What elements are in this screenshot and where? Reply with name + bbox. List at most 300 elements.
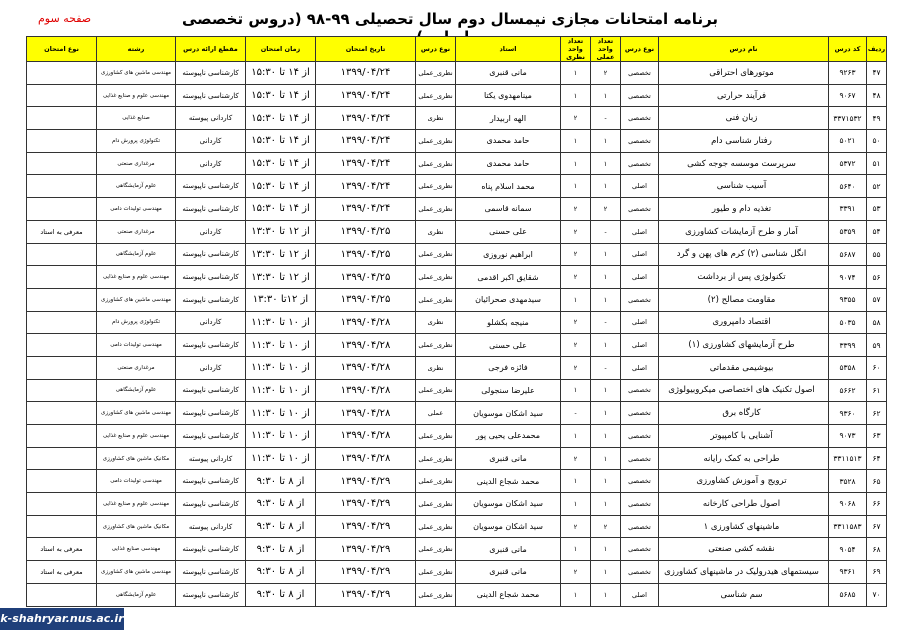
table-row xyxy=(27,493,887,516)
page-title: برنامه امتحانات مجازی نیمسال دوم سال تحصیلی ۹۹-۹۸ (دروس تخصصی xyxy=(181,10,719,28)
exam-type-cell xyxy=(27,175,97,198)
unit-type-cell: نظری_عملی xyxy=(416,379,456,402)
unit-type-cell: نظری_عملی xyxy=(416,288,456,311)
unit-type-cell: نظری_عملی xyxy=(416,515,456,538)
unit-type-cell: نظری_عملی xyxy=(416,152,456,175)
course-code-cell: ۵۳۵۸ xyxy=(829,356,867,379)
theory-units-cell: ۱ xyxy=(561,62,591,85)
practical-units-cell: ۱ xyxy=(591,470,621,493)
exam-type-cell xyxy=(27,470,97,493)
header-course-type: نوع درس xyxy=(621,37,659,62)
header-course-code: کد درس xyxy=(829,37,867,62)
exam-time-cell: از ۸ تا ۹:۳۰ xyxy=(246,515,316,538)
exam-time-cell: از ۱۲تا ۱۳:۳۰ xyxy=(246,288,316,311)
exam-time-cell: از ۸ تا ۹:۳۰ xyxy=(246,561,316,584)
course-code-cell: ۵۳۷۲ xyxy=(829,152,867,175)
practical-units-cell: ۱ xyxy=(591,266,621,289)
exam-date-cell: ۱۳۹۹/۰۴/۲۸ xyxy=(316,334,416,357)
course-name-cell: اصول تکنیک های اختصاصی میکروبیولوژی xyxy=(659,379,829,402)
exam-date-cell: ۱۳۹۹/۰۴/۲۸ xyxy=(316,379,416,402)
row-number-cell: ۶۸ xyxy=(867,538,887,561)
course-name-cell: فرآیند حرارتی xyxy=(659,84,829,107)
theory-units-cell: ۲ xyxy=(561,311,591,334)
unit-type-cell: نظری_عملی xyxy=(416,583,456,606)
header-unit-type: نوع درس xyxy=(416,37,456,62)
exam-type-cell xyxy=(27,152,97,175)
course-name-cell: بیوشیمی مقدماتی xyxy=(659,356,829,379)
course-name-cell: سم شناسی xyxy=(659,583,829,606)
course-type-cell: تخصصی xyxy=(621,425,659,448)
course-type-cell: تخصصی xyxy=(621,130,659,153)
practical-units-cell: - xyxy=(591,220,621,243)
header-teacher: استاد xyxy=(456,37,561,62)
teacher-cell: علی حسنی xyxy=(456,220,561,243)
course-type-cell: تخصصی xyxy=(621,84,659,107)
header-exam-time: زمان امتحان xyxy=(246,37,316,62)
exam-type-cell xyxy=(27,583,97,606)
major-cell: مرغداری صنعتی xyxy=(97,356,176,379)
teacher-cell: سید اشکان موسویان xyxy=(456,493,561,516)
table-row xyxy=(27,561,887,584)
exam-date-cell: ۱۳۹۹/۰۴/۲۴ xyxy=(316,107,416,130)
course-name-cell: رفتار شناسی دام xyxy=(659,130,829,153)
major-cell: علوم آزمایشگاهی xyxy=(97,175,176,198)
exam-time-cell: از ۱۴ تا ۱۵:۳۰ xyxy=(246,130,316,153)
major-cell: علوم آزمایشگاهی xyxy=(97,243,176,266)
exam-date-cell: ۱۳۹۹/۰۴/۲۴ xyxy=(316,84,416,107)
course-code-cell: ۳۳۱۱۵۸۳ xyxy=(829,515,867,538)
table-row xyxy=(27,152,887,175)
major-cell: تکنولوژی پرورش دام xyxy=(97,130,176,153)
row-number-cell: ۵۷ xyxy=(867,288,887,311)
theory-units-cell: ۱ xyxy=(561,288,591,311)
table-row xyxy=(27,379,887,402)
table-row xyxy=(27,538,887,561)
course-type-cell: اصلی xyxy=(621,266,659,289)
practical-units-cell: ۱ xyxy=(591,243,621,266)
course-type-cell: اصلی xyxy=(621,583,659,606)
exam-date-cell: ۱۳۹۹/۰۴/۲۸ xyxy=(316,447,416,470)
level-cell: کارشناسی ناپیوسته xyxy=(176,402,246,425)
level-cell: کارشناسی ناپیوسته xyxy=(176,583,246,606)
row-number-cell: ۵۳ xyxy=(867,198,887,221)
exam-date-cell: ۱۳۹۹/۰۴/۲۵ xyxy=(316,220,416,243)
level-cell: کارشناسی ناپیوسته xyxy=(176,175,246,198)
course-type-cell: تخصصی xyxy=(621,561,659,584)
course-code-cell: ۵۶۴۰ xyxy=(829,175,867,198)
practical-units-cell: ۱ xyxy=(591,379,621,402)
course-code-cell: ۵۰۲۱ xyxy=(829,130,867,153)
course-name-cell: آمار و طرح آزمایشات کشاورزی xyxy=(659,220,829,243)
course-type-cell: تخصصی xyxy=(621,493,659,516)
table-row xyxy=(27,334,887,357)
exam-time-cell: از ۱۰ تا ۱۱:۳۰ xyxy=(246,334,316,357)
course-type-cell: اصلی xyxy=(621,243,659,266)
exam-date-cell: ۱۳۹۹/۰۴/۲۸ xyxy=(316,425,416,448)
exam-time-cell: از ۱۴ تا ۱۵:۳۰ xyxy=(246,198,316,221)
teacher-cell: محمد شجاع الدینی xyxy=(456,470,561,493)
exam-type-cell xyxy=(27,107,97,130)
row-number-cell: ۶۱ xyxy=(867,379,887,402)
teacher-cell: فائزه فرجی xyxy=(456,356,561,379)
row-number-cell: ۵۲ xyxy=(867,175,887,198)
exam-time-cell: از ۸ تا ۹:۳۰ xyxy=(246,583,316,606)
exam-date-cell: ۱۳۹۹/۰۴/۲۴ xyxy=(316,152,416,175)
theory-units-cell: ۲ xyxy=(561,266,591,289)
teacher-cell: الهه اربیدار xyxy=(456,107,561,130)
practical-units-cell: ۱ xyxy=(591,561,621,584)
exam-type-cell xyxy=(27,130,97,153)
course-name-cell: طراحی به کمک رایانه xyxy=(659,447,829,470)
level-cell: کارشناسی ناپیوسته xyxy=(176,561,246,584)
teacher-cell: سید اشکان موسویان xyxy=(456,515,561,538)
course-name-cell: آشنایی با کامپیوتر xyxy=(659,425,829,448)
course-name-cell: اصول طراحی کارخانه xyxy=(659,493,829,516)
exam-time-cell: از ۱۰ تا ۱۱:۳۰ xyxy=(246,311,316,334)
exam-type-cell xyxy=(27,288,97,311)
course-type-cell: تخصصی xyxy=(621,470,659,493)
course-code-cell: ۳۳۷۱۵۳۲ xyxy=(829,107,867,130)
course-code-cell: ۹۰۷۳ xyxy=(829,425,867,448)
course-type-cell: اصلی xyxy=(621,356,659,379)
exam-date-cell: ۱۳۹۹/۰۴/۲۹ xyxy=(316,538,416,561)
exam-type-cell xyxy=(27,356,97,379)
level-cell: کاردانی xyxy=(176,130,246,153)
course-type-cell: تخصصی xyxy=(621,152,659,175)
course-name-cell: ترویج و آموزش کشاورزی xyxy=(659,470,829,493)
course-code-cell: ۵۶۸۷ xyxy=(829,243,867,266)
theory-units-cell: ۲ xyxy=(561,107,591,130)
unit-type-cell: نظری_عملی xyxy=(416,266,456,289)
exam-type-cell xyxy=(27,62,97,85)
major-cell: مهندسی تولیدات دامی xyxy=(97,470,176,493)
teacher-cell: شقایق اکبر اقدمی xyxy=(456,266,561,289)
exam-time-cell: از ۱۲ تا ۱۳:۳۰ xyxy=(246,243,316,266)
row-number-cell: ۴۸ xyxy=(867,84,887,107)
course-code-cell: ۳۳۹۱ xyxy=(829,198,867,221)
level-cell: کاردانی پیوسته xyxy=(176,447,246,470)
theory-units-cell: ۲ xyxy=(561,243,591,266)
theory-units-cell: ۱ xyxy=(561,583,591,606)
practical-units-cell: - xyxy=(591,311,621,334)
major-cell: مهندسی تولیدات دامی xyxy=(97,334,176,357)
unit-type-cell: نظری_عملی xyxy=(416,538,456,561)
exam-time-cell: از ۱۴ تا ۱۵:۳۰ xyxy=(246,107,316,130)
unit-type-cell: نظری_عملی xyxy=(416,447,456,470)
table-row xyxy=(27,311,887,334)
exam-time-cell: از ۱۴ تا ۱۵:۳۰ xyxy=(246,175,316,198)
exam-type-cell xyxy=(27,311,97,334)
course-name-cell: سرپرست موسسه جوجه کشی xyxy=(659,152,829,175)
course-name-cell: طرح آزمایشهای کشاورزی (۱) xyxy=(659,334,829,357)
course-type-cell: اصلی xyxy=(621,175,659,198)
theory-units-cell: ۲ xyxy=(561,198,591,221)
unit-type-cell: نظری_عملی xyxy=(416,62,456,85)
major-cell: مرغداری صنعتی xyxy=(97,220,176,243)
major-cell: مرغداری صنعتی xyxy=(97,152,176,175)
unit-type-cell: نظری_عملی xyxy=(416,493,456,516)
practical-units-cell: - xyxy=(591,356,621,379)
exam-time-cell: از ۱۲ تا ۱۳:۳۰ xyxy=(246,266,316,289)
header-practical-units: تعداد واحد عملی xyxy=(591,37,621,62)
teacher-cell: علیرضا سنجولی xyxy=(456,379,561,402)
teacher-cell: سید اشکان موسویان xyxy=(456,402,561,425)
exam-type-cell: معرفی به استاد xyxy=(27,561,97,584)
exam-schedule-table xyxy=(26,36,887,607)
course-code-cell: ۵۳۵۹ xyxy=(829,220,867,243)
unit-type-cell: نظری_عملی xyxy=(416,425,456,448)
header-major: رشته xyxy=(97,37,176,62)
exam-time-cell: از ۱۲ تا ۱۳:۳۰ xyxy=(246,220,316,243)
exam-date-cell: ۱۳۹۹/۰۴/۲۴ xyxy=(316,198,416,221)
exam-time-cell: از ۱۴ تا ۱۵:۳۰ xyxy=(246,152,316,175)
table-row xyxy=(27,515,887,538)
exam-type-cell xyxy=(27,425,97,448)
row-number-cell: ۶۲ xyxy=(867,402,887,425)
exam-time-cell: از ۸ تا ۹:۳۰ xyxy=(246,493,316,516)
course-name-cell: سیستمهای هیدرولیک در ماشینهای کشاورزی xyxy=(659,561,829,584)
exam-type-cell xyxy=(27,379,97,402)
unit-type-cell: نظری_عملی xyxy=(416,175,456,198)
exam-time-cell: از ۱۰ تا ۱۱:۳۰ xyxy=(246,447,316,470)
course-name-cell: کارگاه برق xyxy=(659,402,829,425)
exam-type-cell xyxy=(27,515,97,538)
practical-units-cell: ۱ xyxy=(591,493,621,516)
teacher-cell: مانی قنبری xyxy=(456,561,561,584)
table-row xyxy=(27,356,887,379)
course-code-cell: ۳۵۲۸ xyxy=(829,470,867,493)
exam-type-cell xyxy=(27,447,97,470)
level-cell: کاردانی پیوسته xyxy=(176,515,246,538)
course-name-cell: تغذیه دام و طیور xyxy=(659,198,829,221)
course-name-cell: انگل شناسی (۲) کرم های پهن و گرد xyxy=(659,243,829,266)
unit-type-cell: نظری_عملی xyxy=(416,84,456,107)
level-cell: کارشناسی ناپیوسته xyxy=(176,62,246,85)
theory-units-cell: ۱ xyxy=(561,493,591,516)
teacher-cell: منیجه بکشلو xyxy=(456,311,561,334)
exam-time-cell: از ۱۰ تا ۱۱:۳۰ xyxy=(246,379,316,402)
level-cell: کارشناسی ناپیوسته xyxy=(176,538,246,561)
table-body xyxy=(27,62,887,607)
practical-units-cell: ۱ xyxy=(591,288,621,311)
theory-units-cell: ۲ xyxy=(561,561,591,584)
teacher-cell: حامد محمدی xyxy=(456,130,561,153)
major-cell: مکانیک ماشین های کشاورزی xyxy=(97,515,176,538)
practical-units-cell: ۱ xyxy=(591,583,621,606)
row-number-cell: ۶۶ xyxy=(867,493,887,516)
header-exam-date: تاریخ امتحان xyxy=(316,37,416,62)
practical-units-cell: ۱ xyxy=(591,538,621,561)
level-cell: کارشناسی ناپیوسته xyxy=(176,198,246,221)
exam-date-cell: ۱۳۹۹/۰۴/۲۴ xyxy=(316,62,416,85)
exam-type-cell xyxy=(27,493,97,516)
major-cell: مهندسی علوم و صنایع غذایی xyxy=(97,493,176,516)
practical-units-cell: ۱ xyxy=(591,152,621,175)
major-cell: مهندسی علوم و صنایع غذایی xyxy=(97,425,176,448)
theory-units-cell: ۱ xyxy=(561,130,591,153)
major-cell: مکانیک ماشین های کشاورزی xyxy=(97,447,176,470)
unit-type-cell: نظری_عملی xyxy=(416,130,456,153)
practical-units-cell: ۱ xyxy=(591,175,621,198)
table-row xyxy=(27,62,887,85)
course-type-cell: اصلی xyxy=(621,311,659,334)
exam-time-cell: از ۱۰ تا ۱۱:۳۰ xyxy=(246,425,316,448)
theory-units-cell: ۱ xyxy=(561,175,591,198)
practical-units-cell: ۱ xyxy=(591,425,621,448)
major-cell: مهندسی صنایع غذایی xyxy=(97,538,176,561)
practical-units-cell: ۲ xyxy=(591,515,621,538)
table-row xyxy=(27,130,887,153)
level-cell: کارشناسی ناپیوسته xyxy=(176,243,246,266)
course-type-cell: تخصصی xyxy=(621,402,659,425)
row-number-cell: ۵۴ xyxy=(867,220,887,243)
course-type-cell: تخصصی xyxy=(621,447,659,470)
row-number-cell: ۵۰ xyxy=(867,130,887,153)
exam-type-cell xyxy=(27,84,97,107)
teacher-cell: حامد محمدی xyxy=(456,152,561,175)
theory-units-cell: ۱ xyxy=(561,425,591,448)
unit-type-cell: نظری xyxy=(416,107,456,130)
teacher-cell: مانی قنبری xyxy=(456,62,561,85)
exam-type-cell: معرفی به استاد xyxy=(27,538,97,561)
theory-units-cell: - xyxy=(561,402,591,425)
row-number-cell: ۵۶ xyxy=(867,266,887,289)
table-row xyxy=(27,198,887,221)
level-cell: کاردانی xyxy=(176,152,246,175)
exam-type-cell xyxy=(27,198,97,221)
course-name-cell: آسیب شناسی xyxy=(659,175,829,198)
exam-date-cell: ۱۳۹۹/۰۴/۲۹ xyxy=(316,470,416,493)
level-cell: کارشناسی ناپیوسته xyxy=(176,379,246,402)
unit-type-cell: نظری xyxy=(416,356,456,379)
exam-time-cell: از ۱۰ تا ۱۱:۳۰ xyxy=(246,402,316,425)
course-code-cell: ۹۳۵۵ xyxy=(829,288,867,311)
major-cell: علوم آزمایشگاهی xyxy=(97,379,176,402)
level-cell: کاردانی xyxy=(176,311,246,334)
exam-time-cell: از ۱۴ تا ۱۵:۳۰ xyxy=(246,62,316,85)
teacher-cell: علی حسنی xyxy=(456,334,561,357)
course-code-cell: ۹۰۶۷ xyxy=(829,84,867,107)
major-cell: مهندسی ماشین های کشاورزی xyxy=(97,402,176,425)
practical-units-cell: ۱ xyxy=(591,447,621,470)
course-type-cell: اصلی xyxy=(621,220,659,243)
practical-units-cell: ۲ xyxy=(591,198,621,221)
level-cell: کارشناسی ناپیوسته xyxy=(176,425,246,448)
exam-time-cell: از ۸ تا ۹:۳۰ xyxy=(246,470,316,493)
table-row xyxy=(27,107,887,130)
header-theory-units: تعداد واحد نظری xyxy=(561,37,591,62)
course-code-cell: ۳۳۱۱۵۱۳ xyxy=(829,447,867,470)
theory-units-cell: ۱ xyxy=(561,470,591,493)
table-row xyxy=(27,447,887,470)
header-row xyxy=(27,37,887,62)
course-name-cell: ماشینهای کشاورزی ۱ xyxy=(659,515,829,538)
teacher-cell: مانی قنبری xyxy=(456,538,561,561)
level-cell: کارشناسی ناپیوسته xyxy=(176,266,246,289)
major-cell: مهندسی ماشین های کشاورزی xyxy=(97,62,176,85)
unit-type-cell: نظری_عملی xyxy=(416,470,456,493)
teacher-cell: سمانه قاسمی xyxy=(456,198,561,221)
major-cell: تکنولوژی پرورش دام xyxy=(97,311,176,334)
exam-type-cell xyxy=(27,334,97,357)
row-number-cell: ۶۵ xyxy=(867,470,887,493)
table-row xyxy=(27,220,887,243)
unit-type-cell: نظری_عملی xyxy=(416,561,456,584)
teacher-cell: مینامهدوی یکتا xyxy=(456,84,561,107)
level-cell: کارشناسی ناپیوسته xyxy=(176,288,246,311)
course-name-cell: تکنولوژی پس از برداشت xyxy=(659,266,829,289)
theory-units-cell: ۲ xyxy=(561,515,591,538)
table-row xyxy=(27,402,887,425)
course-type-cell: تخصصی xyxy=(621,379,659,402)
teacher-cell: محمدعلی یحیی پور xyxy=(456,425,561,448)
teacher-cell: محمد شجاع الدینی xyxy=(456,583,561,606)
table-row xyxy=(27,425,887,448)
course-code-cell: ۹۲۶۳ xyxy=(829,62,867,85)
exam-date-cell: ۱۳۹۹/۰۴/۲۵ xyxy=(316,288,416,311)
unit-type-cell: نظری_عملی xyxy=(416,198,456,221)
theory-units-cell: ۲ xyxy=(561,220,591,243)
exam-date-cell: ۱۳۹۹/۰۴/۲۹ xyxy=(316,493,416,516)
course-name-cell: نقشه کشی صنعتی xyxy=(659,538,829,561)
teacher-cell: ابراهیم نوروزی xyxy=(456,243,561,266)
level-cell: کارشناسی ناپیوسته xyxy=(176,493,246,516)
course-type-cell: تخصصی xyxy=(621,288,659,311)
header-exam-type: نوع امتحان xyxy=(27,37,97,62)
course-type-cell: تخصصی xyxy=(621,515,659,538)
practical-units-cell: ۱ xyxy=(591,402,621,425)
exam-date-cell: ۱۳۹۹/۰۴/۲۵ xyxy=(316,243,416,266)
exam-time-cell: از ۱۰ تا ۱۱:۳۰ xyxy=(246,356,316,379)
course-code-cell: ۹۳۶۰ xyxy=(829,402,867,425)
table-row xyxy=(27,583,887,606)
course-name-cell: زبان فنی xyxy=(659,107,829,130)
table-row xyxy=(27,84,887,107)
row-number-cell: ۴۹ xyxy=(867,107,887,130)
exam-date-cell: ۱۳۹۹/۰۴/۲۴ xyxy=(316,175,416,198)
exam-date-cell: ۱۳۹۹/۰۴/۲۸ xyxy=(316,402,416,425)
course-code-cell: ۵۶۸۵ xyxy=(829,583,867,606)
row-number-cell: ۶۹ xyxy=(867,561,887,584)
unit-type-cell: نظری_عملی xyxy=(416,334,456,357)
course-name-cell: موتورهای احتراقی xyxy=(659,62,829,85)
row-number-cell: ۵۹ xyxy=(867,334,887,357)
theory-units-cell: ۲ xyxy=(561,356,591,379)
row-number-cell: ۵۱ xyxy=(867,152,887,175)
exam-date-cell: ۱۳۹۹/۰۴/۲۹ xyxy=(316,515,416,538)
page-number-label: صفحه سوم xyxy=(38,12,92,25)
theory-units-cell: ۱ xyxy=(561,84,591,107)
theory-units-cell: ۱ xyxy=(561,152,591,175)
major-cell: مهندسی ماشین های کشاورزی xyxy=(97,561,176,584)
level-cell: کارشناسی ناپیوسته xyxy=(176,84,246,107)
course-code-cell: ۹۰۷۴ xyxy=(829,266,867,289)
table-row xyxy=(27,288,887,311)
exam-date-cell: ۱۳۹۹/۰۴/۲۴ xyxy=(316,130,416,153)
exam-type-cell xyxy=(27,402,97,425)
course-code-cell: ۵۶۶۲ xyxy=(829,379,867,402)
level-cell: کاردانی xyxy=(176,356,246,379)
header-row-number: ردیف xyxy=(867,37,887,62)
exam-type-cell: معرفی به استاد xyxy=(27,220,97,243)
exam-date-cell: ۱۳۹۹/۰۴/۲۹ xyxy=(316,583,416,606)
course-code-cell: ۵۰۳۵ xyxy=(829,311,867,334)
exam-time-cell: از ۱۴ تا ۱۵:۳۰ xyxy=(246,84,316,107)
level-cell: کاردانی پیوسته xyxy=(176,107,246,130)
major-cell: مهندسی علوم و صنایع غذایی xyxy=(97,84,176,107)
course-name-cell: مقاومت مصالح (۲) xyxy=(659,288,829,311)
unit-type-cell: نظری xyxy=(416,220,456,243)
